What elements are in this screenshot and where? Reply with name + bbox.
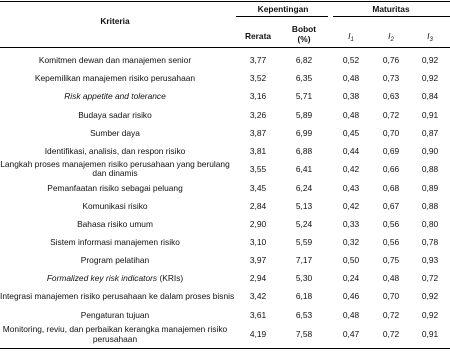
row-i1: 0,46 — [342, 291, 360, 301]
row-i3: 0,88 — [421, 164, 439, 174]
header-kriteria: Kriteria — [100, 16, 130, 26]
row-i3: 0,78 — [421, 237, 439, 247]
kepentingan-underline — [236, 16, 328, 17]
row-i2: 0,66 — [382, 164, 400, 174]
header-bobot-line1: Bobot — [291, 24, 317, 34]
header-rerata: Rerata — [244, 31, 272, 41]
row-i3: 0,89 — [421, 183, 439, 193]
row-i3: 0,72 — [421, 273, 439, 283]
row-rerata: 3,87 — [249, 128, 267, 138]
row-i1: 0,45 — [342, 128, 360, 138]
row-kriteria: Bahasa risiko umum — [77, 219, 153, 229]
row-i3: 0,92 — [421, 291, 439, 301]
row-bobot: 6,18 — [295, 291, 313, 301]
row-i2: 0,56 — [382, 237, 400, 247]
row-kriteria: Kepemilikan manajemen risiko perusahaan — [34, 73, 196, 83]
row-kriteria: Komitmen dewan dan manajemen senior — [38, 55, 192, 65]
row-i3: 0,90 — [421, 146, 439, 156]
row-i2: 0,63 — [382, 91, 400, 101]
row-kriteria-line1: Monitoring, reviu, dan perbaikan kerangka manajemen risiko — [2, 324, 228, 334]
row-i3: 0,87 — [421, 128, 439, 138]
row-rerata: 3,16 — [249, 91, 267, 101]
row-bobot: 6,41 — [295, 164, 313, 174]
row-i3: 0,93 — [421, 255, 439, 265]
row-i1: 0,43 — [342, 183, 360, 193]
row-kriteria: Program pelatihan — [80, 255, 150, 265]
header-bobot-line2: (%) — [297, 34, 311, 44]
row-i3: 0,91 — [421, 110, 439, 120]
row-bobot: 5,59 — [295, 237, 313, 247]
row-i2: 0,70 — [382, 291, 400, 301]
row-kriteria: Komunikasi risiko — [82, 201, 148, 211]
row-rerata: 2,94 — [249, 273, 267, 283]
row-rerata: 3,42 — [249, 291, 267, 301]
row-i2: 0,48 — [382, 273, 400, 283]
row-i3: 0,92 — [421, 310, 439, 320]
row-rerata: 3,61 — [249, 310, 267, 320]
row-i1: 0,48 — [342, 110, 360, 120]
row-kriteria: Pemanfaatan risiko sebagai peluang — [47, 183, 183, 193]
row-i3: 0,80 — [421, 219, 439, 229]
row-i2: 0,73 — [382, 73, 400, 83]
row-bobot: 6,82 — [295, 55, 313, 65]
row-bobot: 5,89 — [295, 110, 313, 120]
row-rerata: 3,77 — [249, 55, 267, 65]
row-bobot: 5,30 — [295, 273, 313, 283]
row-kriteria: Identifikasi, analisis, dan respon risiko — [44, 146, 186, 156]
row-kriteria-line2: perusahaan — [92, 334, 138, 344]
row-i3: 0,84 — [421, 91, 439, 101]
row-rerata: 2,90 — [249, 219, 267, 229]
row-rerata: 3,10 — [249, 237, 267, 247]
table-bottom-border — [0, 348, 450, 349]
row-rerata: 3,97 — [249, 255, 267, 265]
row-bobot: 6,88 — [295, 146, 313, 156]
row-kriteria: Integrasi manajemen risiko perusahaan ke dalam proses bisnis — [0, 291, 235, 301]
header-i3: $I_3$ — [427, 31, 433, 43]
row-kriteria-line2: dan dinamis — [92, 168, 138, 178]
row-i3: 0,92 — [421, 55, 439, 65]
row-i1: 0,42 — [342, 201, 360, 211]
row-kriteria: Sistem informasi manajemen risiko — [50, 237, 180, 247]
row-i1: 0,50 — [342, 255, 360, 265]
row-rerata: 3,26 — [249, 110, 267, 120]
row-bobot: 5,13 — [295, 201, 313, 211]
header-bottom-border — [0, 47, 450, 48]
header-kepentingan: Kepentingan — [257, 4, 309, 14]
row-i1: 0,44 — [342, 146, 360, 156]
row-kriteria: Pengaturan tujuan — [80, 310, 150, 320]
row-i2: 0,67 — [382, 201, 400, 211]
row-i1: 0,42 — [342, 164, 360, 174]
row-i2: 0,70 — [382, 128, 400, 138]
row-i1: 0,52 — [342, 55, 360, 65]
row-i2: 0,69 — [382, 146, 400, 156]
row-rerata: 3,52 — [249, 73, 267, 83]
row-kriteria: Sumber daya — [90, 128, 140, 138]
row-bobot: 7,58 — [295, 329, 313, 339]
row-i1: 0,47 — [342, 329, 360, 339]
row-i2: 0,56 — [382, 219, 400, 229]
row-kriteria: Formalized key risk indicators (KRIs) — [46, 273, 184, 283]
row-bobot: 6,24 — [295, 183, 313, 193]
row-i1: 0,24 — [342, 273, 360, 283]
row-bobot: 5,24 — [295, 219, 313, 229]
row-bobot: 7,17 — [295, 255, 313, 265]
row-i3: 0,91 — [421, 329, 439, 339]
row-i3: 0,88 — [421, 201, 439, 211]
header-i1: $I_1$ — [348, 31, 354, 43]
row-bobot: 6,99 — [295, 128, 313, 138]
row-i2: 0,72 — [382, 329, 400, 339]
row-i2: 0,72 — [382, 310, 400, 320]
row-i2: 0,75 — [382, 255, 400, 265]
row-i1: 0,48 — [342, 310, 360, 320]
row-i1: 0,38 — [342, 91, 360, 101]
row-bobot: 5,71 — [295, 91, 313, 101]
maturitas-underline — [333, 16, 450, 17]
row-i2: 0,76 — [382, 55, 400, 65]
row-rerata: 2,84 — [249, 201, 267, 211]
row-kriteria-line1: Langkah proses manajemen risiko perusahaan yang berulang — [0, 159, 230, 169]
row-i2: 0,72 — [382, 110, 400, 120]
row-i1: 0,48 — [342, 73, 360, 83]
row-kriteria: Risk appetite and tolerance — [64, 91, 166, 101]
row-rerata: 4,19 — [249, 329, 267, 339]
row-i3: 0,92 — [421, 73, 439, 83]
row-rerata: 3,81 — [249, 146, 267, 156]
row-kriteria: Budaya sadar risiko — [78, 110, 152, 120]
header-maturitas: Maturitas — [372, 4, 410, 14]
header-i2: $I_2$ — [388, 31, 394, 43]
row-i1: 0,32 — [342, 237, 360, 247]
row-rerata: 3,45 — [249, 183, 267, 193]
row-i2: 0,68 — [382, 183, 400, 193]
row-i1: 0,33 — [342, 219, 360, 229]
row-bobot: 6,53 — [295, 310, 313, 320]
row-bobot: 6,35 — [295, 73, 313, 83]
table-top-border — [0, 1, 450, 2]
row-rerata: 3,55 — [249, 164, 267, 174]
